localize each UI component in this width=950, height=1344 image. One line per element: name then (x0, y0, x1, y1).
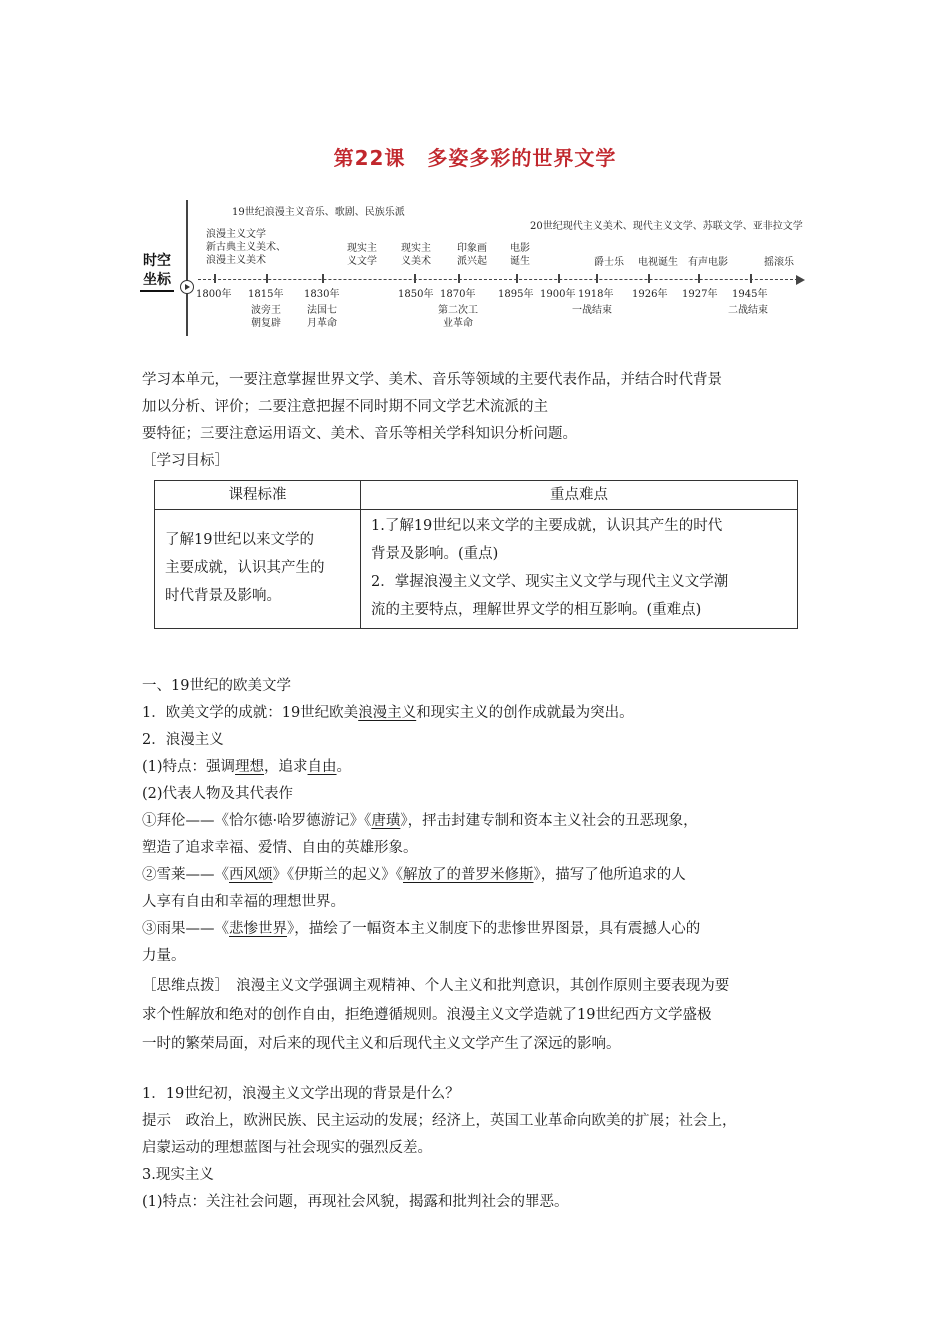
table-header: 重点难点 (361, 481, 798, 510)
item-2: 2．浪漫主义 (142, 732, 224, 748)
year-label: 1800年 (196, 289, 232, 300)
intro-line-1: 学习本单元，一要注意掌握世界文学、美术、音乐等领域的主要代表作品，并结合时代背景 (142, 372, 722, 388)
table-cell-standard: 了解19世纪以来文学的 主要成就，认识其产生的 时代背景及影响。 (155, 510, 361, 629)
intro-line-2: 加以分析、评价；二要注意把握不同时期不同文学艺术流派的主 (142, 399, 548, 415)
timeline-label-line1: 时空 (143, 253, 171, 269)
year-label: 1895年 (498, 289, 534, 300)
axis-arrow-icon (796, 275, 805, 285)
table-header: 课程标准 (155, 481, 361, 510)
shelley-line-2: 人享有自由和幸福的理想世界。 (142, 894, 345, 910)
year-label: 1850年 (398, 289, 434, 300)
thinking-tip: ［思维点拨］ 浪漫主义文学强调主观精神、个人主义和批判意识，其创作原则主要表现为要 求个性解放和绝对的创作自由，拒绝遵循规则。浪漫主义文学造就了19世纪西方文学盛极 一时的繁荣局面，对后来的现代主义和后现代主义文学产生了深远的影响。 (142, 978, 730, 1052)
hugo-line-2: 力量。 (142, 948, 186, 964)
event-rock: 摇滚乐 (764, 257, 794, 268)
year-label: 1918年 (578, 289, 614, 300)
play-icon (180, 280, 194, 294)
timeline-axis (198, 279, 798, 280)
timeline-divider (186, 200, 188, 336)
lesson-name: 多姿多彩的世界文学 (427, 146, 617, 170)
event-second-industrial-revolution: 第二次工 业革命 (438, 305, 478, 329)
year-label: 1830年 (304, 289, 340, 300)
event-ww2-end: 二战结束 (728, 305, 768, 316)
year-label: 1945年 (732, 289, 768, 300)
event-realism-art: 现实主 义美术 (401, 243, 431, 267)
year-label: 1927年 (682, 289, 718, 300)
byron: ①拜伦——《恰尔德·哈罗德游记》《唐璜》，抨击封建专制和资本主义社会的丑恶现象， (142, 813, 698, 829)
table-cell-key-points: 1.了解19世纪以来文学的主要成就，认识其产生的时代 背景及影响。(重点) 2．掌握浪漫主义文学、现实主义文学与现代主义文学潮 流的主要特点，理解世界文学的相互影响。(重难点) (361, 510, 798, 629)
answer-1-line-1: 提示 政治上，欧洲民族、民主运动的发展；经济上，英国工业革命向欧美的扩展；社会上， (142, 1113, 737, 1129)
event-romanticism-literature: 浪漫主义文学 新古典主义美术、 浪漫主义美术 (206, 229, 286, 266)
event-sound-film: 有声电影 (688, 257, 728, 268)
byron-line-2: 塑造了追求幸福、爱情、自由的英雄形象。 (142, 840, 418, 856)
timeline-label (140, 252, 174, 292)
item-1: 1．欧美文学的成就：19世纪欧美浪漫主义和现实主义的创作成就最为突出。 (142, 705, 634, 721)
event-jazz: 爵士乐 (594, 257, 624, 268)
year-label: 1900年 (540, 289, 576, 300)
event-ww1-end: 一战结束 (572, 305, 612, 316)
timeline (140, 198, 820, 340)
question-1: 1．19世纪初，浪漫主义文学出现的背景是什么？ (142, 1086, 460, 1102)
lesson-number: 第22课 (333, 146, 406, 170)
event-film: 电影 诞生 (510, 243, 530, 267)
top-left-note: 19世纪浪漫主义音乐、歌剧、民族乐派 (232, 207, 405, 218)
event-tv: 电视诞生 (638, 257, 678, 268)
page-title (0, 142, 950, 171)
shelley: ②雪莱——《西风颂》《伊斯兰的起义》《解放了的普罗米修斯》，描写了他所追求的人 (142, 867, 686, 883)
romanticism-features: (1)特点：强调理想，追求自由。 (142, 759, 352, 775)
year-label: 1815年 (248, 289, 284, 300)
intro-line-3: 要特征；三要注意运用语文、美术、音乐等相关学科知识分析问题。 (142, 426, 577, 442)
top-right-note: 20世纪现代主义美术、现代主义文学、苏联文学、亚非拉文学 (530, 221, 803, 232)
event-realism-literature: 现实主 义文学 (347, 243, 377, 267)
goals-label: ［学习目标］ (142, 453, 229, 469)
section-heading: 一、19世纪的欧美文学 (142, 678, 291, 694)
timeline-label-line2: 坐标 (140, 271, 174, 292)
item-3: 3.现实主义 (142, 1167, 214, 1183)
goals-table (154, 480, 798, 629)
year-label: 1870年 (440, 289, 476, 300)
hugo: ③雨果——《悲惨世界》，描绘了一幅资本主义制度下的悲惨世界图景，具有震撼人心的 (142, 921, 701, 937)
event-july-revolution: 法国七 月革命 (307, 305, 337, 329)
realism-features: (1)特点：关注社会问题，再现社会风貌，揭露和批判社会的罪恶。 (142, 1194, 569, 1210)
answer-1-line-2: 启蒙运动的理想蓝图与社会现实的强烈反差。 (142, 1140, 432, 1156)
year-label: 1926年 (632, 289, 668, 300)
event-impressionism: 印象画 派兴起 (457, 243, 487, 267)
event-bourbon-restoration: 波旁王 朝复辟 (251, 305, 281, 329)
representatives: (2)代表人物及其代表作 (142, 786, 294, 802)
